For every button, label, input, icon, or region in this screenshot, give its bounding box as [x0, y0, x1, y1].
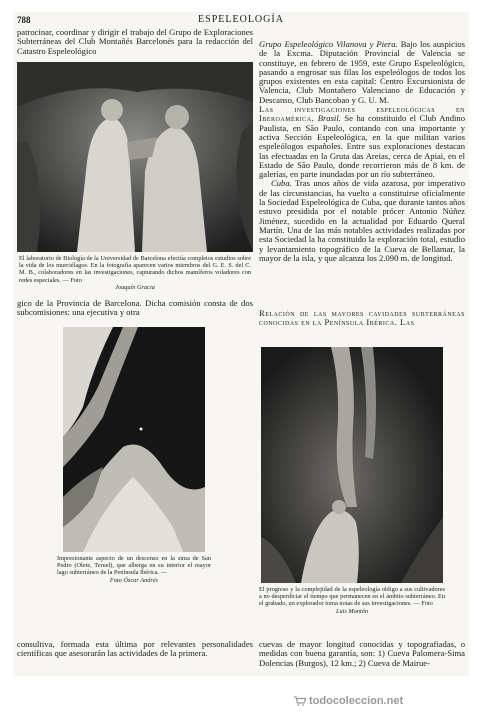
- country-label: Brasil.: [314, 113, 341, 124]
- country-label: Cuba.: [271, 178, 292, 189]
- photo-credit: Foto Óscar Andrés: [109, 576, 159, 584]
- paragraph: consultiva, formada esta última por relevantes personalidades científicas que asesorarán las actividades de la primera.: [17, 639, 253, 659]
- paragraph-body: Se ha constituido el Club Andino Paulista, en São Paulo, contando con una importante y activa Sección Espeleológica, en la que militan varios espeleólogos españoles. Entre sus exploraciones destacan las efectuadas en la Gruta das Areias, cerca de Apiai, en el Estado de São Paulo, donde recorrieron más de 8 km. de galerías, en parte inundadas por un río subterráneo.: [259, 113, 465, 180]
- caption-bat-laboratory: [19, 255, 251, 291]
- paragraph-relacion: [259, 309, 465, 328]
- right-column-bottom: [259, 640, 465, 668]
- caption-olete-descent: [57, 555, 211, 584]
- paragraph-body: Bajo los auspicios de la Excma. Diputación Provincial de Valencia se constituye, en febrero de 1959, este Grupo Espeleológico, pasando a engrosar sus filas los espeleólogos de todos los grupos existentes en esta capital: Centro Excursionista de Valencia, Club Montañero Valenciano de Educación y Descanso, Club Bancobao y G. U. M.: [259, 39, 465, 105]
- photo-bat-laboratory: [17, 62, 253, 252]
- paragraph: gico de la Provincia de Barcelona. Dicha comisión consta de dos subcomisiones: una ejecutiva y otra: [17, 298, 253, 318]
- footer-bar: [0, 686, 484, 720]
- paragraph-cuba: [259, 179, 465, 263]
- section-heading: Las investigaciones espeleológicas en Iberoamérica.: [259, 104, 465, 124]
- right-column-text: [259, 40, 465, 263]
- photo-olete-descent: [63, 327, 205, 552]
- photo-explorer-notes: [261, 347, 443, 583]
- logo-text: todocoleccion.net: [309, 695, 404, 707]
- paragraph-iberoamerica: [259, 105, 465, 179]
- left-column-intro: [17, 28, 253, 56]
- left-column-bottom: [17, 640, 253, 659]
- page-title: ESPELEOLOGÍA: [198, 14, 284, 25]
- caption-text: El progreso y la complejidad de la espeleología obligo a sus cultivadores a no desperdiciar el tiempo que permanecen en el ámbito subterráneo. En el grabado, un explorador toma notas de sus investigaciones. — Foto: [259, 586, 445, 608]
- page-number: 788: [17, 15, 31, 25]
- watermark-logo[interactable]: [294, 695, 403, 711]
- paragraph: cuevas de mayor longitud conocidas y topografiadas, o medidas con buena garantía, son: 1) Cueva Palomera-Sima Dolencias (Burgos), 12 km.; 2) Cueva de Mairue-: [259, 639, 465, 668]
- paragraph-vilanova: [259, 40, 465, 105]
- document-page: [13, 12, 469, 676]
- page-header: [13, 12, 469, 26]
- photo-credit: Luis Montón: [335, 607, 368, 615]
- paragraph: patrocinar, coordinar y dirigir el trabajo del Grupo de Exploraciones Subterráneas del Club Montañés Barcelonés para la redacción del Catastro Espeleológico: [17, 27, 253, 56]
- caption-text: Impresionante aspecto de un descenso en la sima de San Pedro (Olete, Teruel), que alberga en su interior el mayor lago subterráneo de la Península Ibérica. —: [57, 555, 211, 577]
- section-heading: Relación de las mayores cavidades subterráneas conocidas en la Península Ibérica. Las: [259, 308, 465, 328]
- left-column-middle: [17, 299, 253, 318]
- caption-text: El laboratorio de Biología de la Universidad de Barcelona efectúa completos estudios sobre la vida de los murciélagos. En la fotografía aparecen varios miembros del G. E. S. del C. M. B., colaboradores en las investigaciones, capturando dichos mamíferos voladores con redes especiales. — Foto: [19, 255, 251, 284]
- paragraph-body: Tras unos años de vida azarosa, por imperativo de las circunstancias, ha vuelto a constituirse oficialmente la Sociedad Espeleológica de Cuba, que durante tantos años estuvo presidida por el notable prócer Antonio Núñez Jiménez, sucedido en la actualidad por Eduardo Queral Martín. Una de las más notables actividades realizadas por esta Sociedad la ha constituido la exploración total, estudio y levantamiento topográfico de la Cueva de Bellamar, la mayor de la isla, y que alcanza los 2.090 m. de longitud.: [259, 178, 465, 263]
- right-column-middle: [259, 309, 465, 328]
- cart-icon: [294, 696, 306, 706]
- photo-credit: Joaquín Gracia: [115, 283, 155, 291]
- caption-explorer-notes: [259, 586, 445, 615]
- group-name: Grupo Espeleológico Vilanova y Piera.: [259, 39, 398, 49]
